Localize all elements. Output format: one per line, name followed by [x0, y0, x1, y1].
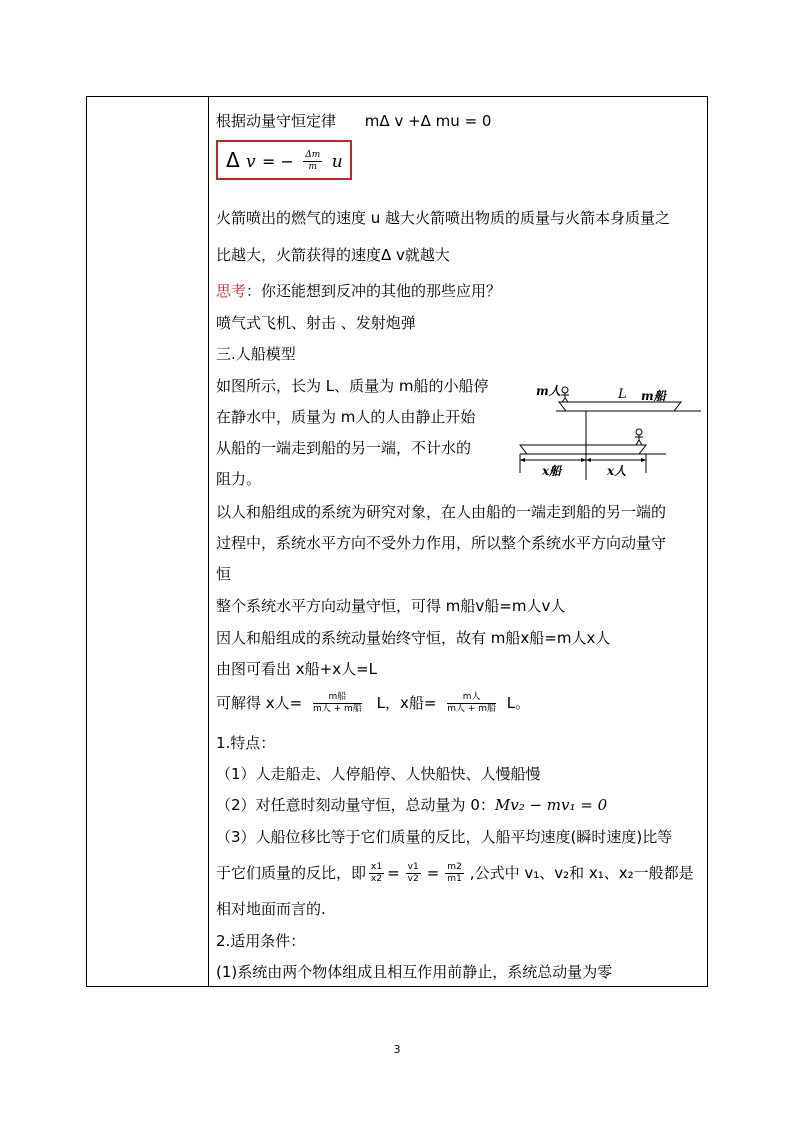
text-line: 过程中，系统水平方向不受外力作用，所以整个系统水平方向动量守 [216, 534, 667, 552]
boat-figure [506, 375, 706, 487]
think-line [216, 281, 501, 301]
fraction-numerator: m船 [313, 692, 362, 704]
think-label: 思考 [216, 282, 247, 300]
text-line: 火箭喷出的燃气的速度 u 越大火箭喷出物质的质量与火箭本身质量之 [216, 209, 671, 227]
fraction-denominator: x2 [371, 874, 383, 884]
column-divider [208, 97, 209, 986]
text-line: 喷气式飞机、射击 、发射炮弹 [216, 314, 416, 332]
formula-u: u [331, 152, 343, 172]
text: ,公式中 v₁、v₂和 x₁、x₂一般都是 [469, 864, 694, 882]
momentum-law-line [216, 111, 491, 131]
formula-v: v [246, 152, 256, 172]
text-line: 如图所示，长为 L、质量为 m船的小船停 [216, 377, 489, 395]
fraction-numerator: m人 [447, 692, 496, 704]
equation: Mv₂ − mv₁ = 0 [494, 796, 608, 814]
text-line: 阻力。 [216, 470, 262, 488]
text-line: （1）人走船走、人停船停、人快船快、人慢船慢 [216, 765, 541, 783]
text-line: 在静水中，质量为 m人的人由静止开始 [216, 408, 476, 426]
text-line: (1)系统由两个物体组成且相互作用前静止，系统总动量为零 [216, 963, 613, 981]
fraction-numerator: x1 [371, 862, 383, 872]
label-m-boat: m船 [641, 389, 666, 403]
page-number: 3 [393, 1043, 401, 1056]
equals: = [387, 864, 400, 882]
fraction-numerator: v1 [407, 862, 419, 872]
delta-symbol: Δ [226, 148, 240, 172]
label-m-person: m人 [536, 384, 561, 398]
text: 根据动量守恒定律 [216, 112, 337, 130]
formula-numerator: Δm [305, 150, 321, 160]
label-x-boat: x船 [542, 464, 562, 478]
text-line: 整个系统水平方向动量守恒，可得 m船v船=m人v人 [216, 597, 566, 615]
text-line: （3）人船位移比等于它们质量的反比，人船平均速度(瞬时速度)比等 [216, 828, 673, 846]
text-line: 比越大，火箭获得的速度Δ v就越大 [216, 246, 450, 264]
solution-line [216, 691, 530, 715]
text: L。 [506, 694, 531, 712]
think-text: ：你还能想到反冲的其他的那些应用？ [246, 282, 502, 300]
fraction-denominator: m人 + m船 [313, 704, 362, 714]
arrow-head [520, 458, 525, 462]
label-L: L [618, 387, 627, 402]
text: 可解得 x人= [216, 694, 303, 712]
text: 于它们质量的反比，即 [216, 864, 367, 882]
top-boat [559, 402, 681, 411]
section-heading: 三.人船模型 [216, 345, 296, 363]
text-line: 以人和船组成的系统为研究对象，在人由船的一端走到船的另一端的 [216, 503, 667, 521]
arrow-head [586, 458, 591, 462]
label-x-person: x人 [607, 464, 627, 478]
text-line: 相对地面而言的. [216, 900, 326, 918]
fraction-denominator: m人 + m船 [447, 704, 496, 714]
text-line: 因人和船组成的系统动量始终守恒，故有 m船x船=m人x人 [216, 629, 611, 647]
formula-denominator: m [308, 162, 318, 172]
text-line: 由图可看出 x船+x人=L [216, 660, 378, 678]
fraction-numerator: m2 [447, 862, 462, 872]
text-line: 从船的一端走到船的另一端，不计水的 [216, 439, 472, 457]
text: （2）对任意时刻动量守恒，总动量为 0： [216, 796, 495, 814]
equation: mΔ v +Δ mu = 0 [364, 112, 492, 130]
top-person [561, 387, 569, 402]
text-line: 2.适用条件： [216, 932, 306, 950]
formula-box [216, 140, 352, 180]
text-line [216, 795, 607, 815]
arrow-head [581, 458, 586, 462]
bottom-boat [520, 445, 646, 454]
text-line: 1.特点： [216, 734, 276, 752]
fraction-denominator: m1 [447, 874, 462, 884]
equals: = [426, 864, 440, 882]
formula-eq: = − [262, 152, 294, 171]
arrow-head [641, 458, 646, 462]
content-table [86, 96, 708, 987]
ratio-line [216, 860, 694, 886]
fraction-denominator: v2 [407, 874, 419, 884]
text-line: 恒 [216, 565, 232, 583]
bottom-person [635, 429, 643, 445]
text: L，x船= [376, 694, 437, 712]
